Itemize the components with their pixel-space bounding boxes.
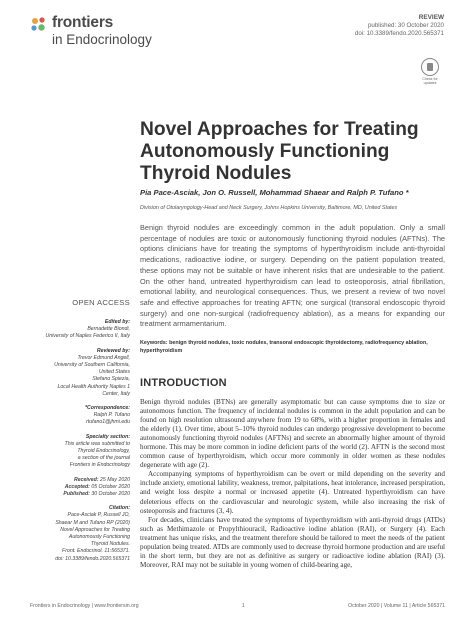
abstract: Benign thyroid nodules are exceedingly common in the adult population. Only a small percentage of nodules are toxic or autonomously functioning thyroid nodules (AFTNs). The options clinicians have for treating the symptoms of hyperthyroidism include anti-thyroidal medications, radioactive iodine, or surgery. Depending on the patient population treated, these options may not be suitable or have inherent risks that are undesirable to the patient. On the other hand, untreated hyperthyroidism can lead to osteoporosis, atrial fibrillation, emotional lability, and neurological consequences. Thus, we present a review of two novel safe and effective approaches for treating AFTN; one surgical (transoral endoscopic thyroid surgery) and one non-surgical (radiofrequency ablation), as a means for expanding our treatment armamentarium. (140, 223, 445, 329)
editor-affiliation: University of Naples Federico II, Italy (45, 333, 130, 340)
published-value: 30 October 2020 (91, 491, 130, 498)
accepted-value: 05 October 2020 (91, 483, 130, 490)
citation-line: Novel Approaches for Treating (60, 526, 130, 533)
accepted-date (22, 484, 130, 491)
footer-issue: October 2020 | Volume 11 | Article 565371 (348, 603, 445, 609)
published-label: Published: (63, 491, 90, 498)
article-title: Novel Approaches for Treating Autonomously Functioning Thyroid Nodules (140, 119, 419, 184)
keywords (140, 339, 445, 355)
body-paragraph: Accompanying symptoms of hyperthyroidism can be overt or mild depending on the severity and include anxiety, emotional lability, weakness, tremor, palpitations, heat intolerance, increased perspiration, and weight loss despite a normal or increased appetite (4). Untreated hyperthyroidism can have deleterious effects on the cardiovascular and neurologic system, while also increasing the risk of osteoporosis and fractures (3, 4). (140, 470, 445, 515)
reviewer-affiliation: Center, Italy (102, 390, 130, 397)
specialty-line: This article was submitted to (64, 440, 130, 447)
article-info-sidebar (22, 319, 130, 563)
published-date-sidebar (22, 491, 130, 498)
specialty-line: a section of the journal (77, 455, 130, 462)
body-paragraph: For decades, clinicians have treated the symptoms of hyperthyroidism with anti-thyroid drugs (ATDs) such as Methimazole or Propylthiouracil, Radioactive iodine ablation (RAI), or Surgery (4). Each treatment has unique risks, and the treatment therefore should be tailored to meet the needs of the patient population being treated. ATDs are commonly used to decrease thyroid hormone production and are useful in the short term, but they are not as definitive as surgery or radioactive iodine ablation (RAI) (3). Moreover, RAI may not be suitable in young women of child-bearing age, (140, 515, 445, 569)
accepted-label: Accepted: (64, 483, 90, 490)
published-date: published: 30 October 2020 (367, 22, 444, 29)
open-access-label: OPEN ACCESS (72, 298, 130, 307)
specialty-line: Frontiers in Endocrinology (69, 462, 130, 469)
editor-name: Bernadette Biondi, (87, 326, 130, 333)
citation-line: Thyroid Nodules. (90, 541, 130, 548)
check-for-updates-button[interactable] (419, 58, 441, 86)
citation-line: Autonomously Functioning (68, 534, 130, 541)
reviewer-affiliation: Local Health Authority Naples 1 (57, 383, 130, 390)
reviewer-affiliation: United States (98, 369, 130, 376)
footer-page-number: 1 (241, 603, 245, 609)
correspondence-label: *Correspondence: (85, 405, 130, 412)
citation-label: Citation: (108, 505, 130, 512)
keywords-label: Keywords: (140, 340, 168, 346)
reviewer-affiliation: University of Southern California, (54, 362, 130, 369)
citation-line: Front. Endocrinol. 11:565371. (62, 548, 130, 555)
introduction-body (140, 398, 445, 570)
citation-line: Shaear M and Tufano RP (2020) (55, 519, 130, 526)
footer-journal[interactable]: Frontiers in Endocrinology | www.frontiersin.org (30, 603, 139, 609)
received-label: Received: (74, 476, 99, 483)
keywords-list: benign thyroid nodules, toxic nodules, transoral endoscopic thyroidectomy, radiofrequency ablation, hyperthyroidism (140, 340, 428, 355)
reviewer-name: Trevor Edmund Angell, (77, 354, 130, 361)
article-meta (355, 14, 444, 38)
received-date (22, 477, 130, 484)
updates-icon (421, 58, 439, 76)
correspondence-name: Ralph P. Tufano (93, 412, 130, 419)
specialty-section-label: Specialty section: (85, 433, 130, 440)
body-paragraph: Benign thyroid nodules (BTNs) are generally asymptomatic but can cause symptoms due to size or autonomous function. The frequency of incidental nodules is common in the adult population and can be found on high resolution ultrasound anywhere from 19 to 68%, with a higher proportion in females and the elderly (1). Over time, about 5–10% thyroid nodules can undergo progressive development to become autonomously functioning thyroid nodules (AFTNs) and secrete an abnormally higher amount of thyroid hormone. This may be more common in iodine deficient parts of the world (2). AFTN is the second most common cause of hyperthyroidism, which occur more commonly in older women as these nodules degenerate with age (2). (140, 398, 445, 470)
citation-line: Pace-Asciak P, Russell JO, (67, 512, 130, 519)
page-footer (30, 603, 445, 609)
author-affiliation: Division of Otolaryngology-Head and Neck Surgery, Johns Hopkins University, Baltimore, MD, United States (140, 205, 398, 211)
updates-label: Check for updates (422, 77, 438, 85)
logo-word-frontiers: frontiers (52, 14, 114, 31)
received-value: 25 May 2020 (100, 476, 130, 483)
specialty-line: Thyroid Endocrinology, (77, 448, 130, 455)
author-list: Pia Pace-Asciak, Jon O. Russell, Mohammad Shaear and Ralph P. Tufano * (140, 188, 409, 197)
citation-doi[interactable]: doi: 10.3389/fendo.2020.565371 (55, 555, 130, 562)
reviewed-by-label: Reviewed by: (96, 347, 130, 354)
section-heading-introduction: INTRODUCTION (140, 377, 227, 389)
article-type-label: REVIEW (418, 14, 444, 21)
journal-logo (30, 14, 180, 46)
edited-by-label: Edited by: (104, 319, 130, 325)
frontiers-logo-icon (30, 16, 48, 34)
logo-word-journal: in Endocrinology (52, 32, 152, 47)
correspondence-email[interactable]: rtufano1@jhmi.edu (86, 419, 130, 426)
doi-link[interactable]: doi: 10.3389/fendo.2020.565371 (354, 30, 444, 37)
reviewer-name: Stefano Spiezia, (92, 376, 130, 383)
